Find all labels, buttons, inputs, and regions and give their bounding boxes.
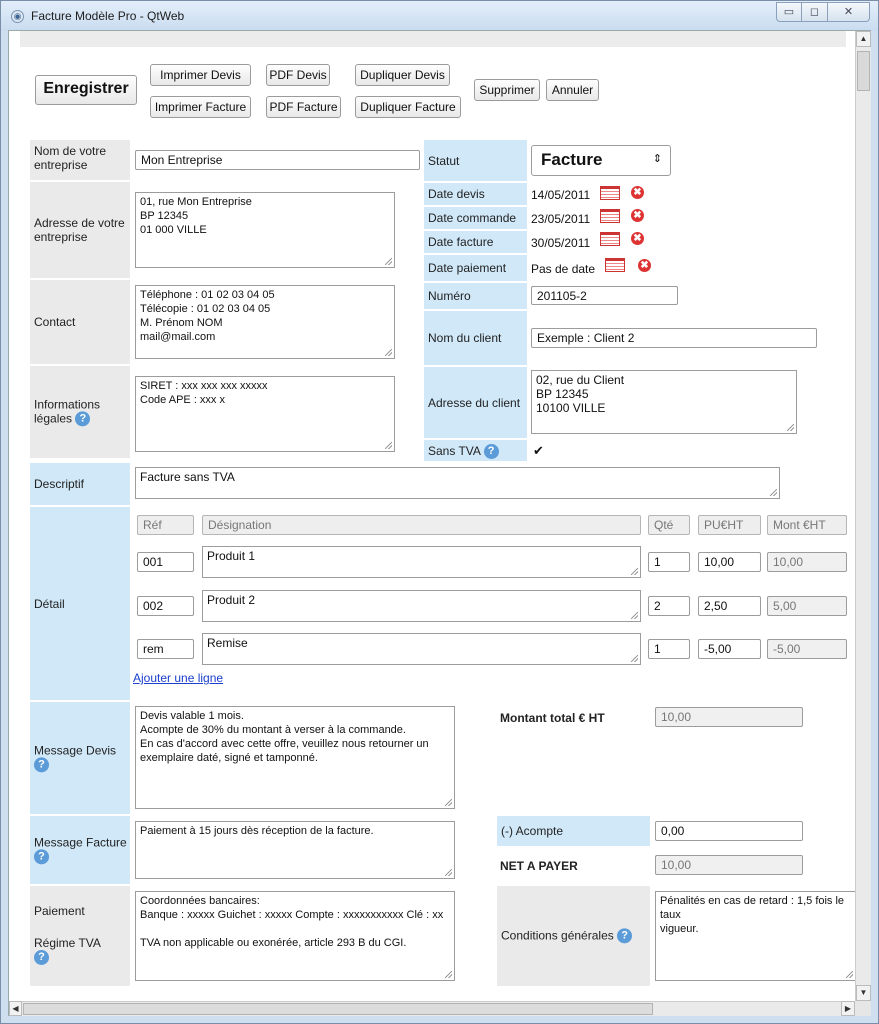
clear-date-icon[interactable]: ✖ bbox=[638, 259, 651, 272]
quote-message-textarea[interactable]: Devis valable 1 mois. Acompte de 30% du montant à verser à la commande. En cas d'accord avec cette offre, veuillez nous retourner un exemplaire daté, signé et tamponné. bbox=[135, 706, 455, 809]
title-bar bbox=[1, 1, 878, 31]
legal-info-textarea[interactable]: SIRET : xxx xxx xxx xxxxx Code APE : xxx x bbox=[135, 376, 395, 452]
delete-button[interactable]: Supprimer bbox=[474, 79, 540, 101]
help-icon[interactable]: ? bbox=[34, 850, 49, 865]
line-ref-input[interactable]: 001 bbox=[137, 552, 194, 572]
client-name-input[interactable]: Exemple : Client 2 bbox=[531, 328, 817, 348]
line-unit-price-input[interactable]: -5,00 bbox=[698, 639, 761, 659]
line-unit-price-input[interactable]: 10,00 bbox=[698, 552, 761, 572]
conditions-textarea[interactable]: Pénalités en cas de retard : 1,5 fois le taux vigueur. bbox=[655, 891, 855, 981]
duplicate-quote-button[interactable]: Dupliquer Devis bbox=[355, 64, 450, 86]
deposit-input[interactable]: 0,00 bbox=[655, 821, 803, 841]
line-amount-output: -5,00 bbox=[767, 639, 847, 659]
chevron-updown-icon: ⇕ bbox=[652, 153, 662, 165]
line-designation-textarea[interactable]: Produit 1 bbox=[202, 546, 641, 578]
company-name-label: Nom de votre entreprise bbox=[30, 140, 130, 180]
close-button[interactable]: ✕ bbox=[828, 2, 870, 22]
company-name-input[interactable]: Mon Entreprise bbox=[135, 150, 420, 170]
status-label: Statut bbox=[424, 140, 527, 181]
vertical-scroll-thumb[interactable] bbox=[857, 51, 870, 91]
total-label: Montant total € HT bbox=[500, 711, 605, 725]
description-label: Descriptif bbox=[30, 463, 130, 505]
description-textarea[interactable]: Facture sans TVA bbox=[135, 467, 780, 499]
header-ref: Réf bbox=[137, 515, 194, 535]
contact-textarea[interactable]: Téléphone : 01 02 03 04 05 Télécopie : 01 02 03 04 05 M. Prénom NOM mail@mail.com bbox=[135, 285, 395, 359]
number-input[interactable]: 201105-2 bbox=[531, 286, 678, 305]
date-quote-label: Date devis bbox=[424, 183, 527, 205]
line-ref-input[interactable]: 002 bbox=[137, 596, 194, 616]
date-payment-label: Date paiement bbox=[424, 255, 527, 281]
header-unit-price: PU€HT bbox=[698, 515, 761, 535]
deposit-label: (-) Acompte bbox=[497, 816, 650, 846]
calendar-icon[interactable] bbox=[600, 209, 620, 223]
company-address-textarea[interactable]: 01, rue Mon Entreprise BP 12345 01 000 VILLE bbox=[135, 192, 395, 268]
line-amount-output: 10,00 bbox=[767, 552, 847, 572]
cancel-button[interactable]: Annuler bbox=[546, 79, 599, 101]
no-vat-label: Sans TVA ? bbox=[424, 440, 527, 461]
payment-label: Paiement bbox=[34, 904, 85, 918]
client-address-textarea[interactable]: 02, rue du Client BP 12345 10100 VILLE bbox=[531, 370, 797, 434]
company-address-label: Adresse de votre entreprise bbox=[30, 182, 130, 278]
line-designation-textarea[interactable]: Remise bbox=[202, 633, 641, 665]
line-designation-textarea[interactable]: Produit 2 bbox=[202, 590, 641, 622]
scroll-corner bbox=[855, 1001, 871, 1016]
print-quote-button[interactable]: Imprimer Devis bbox=[150, 64, 251, 86]
calendar-icon[interactable] bbox=[600, 186, 620, 200]
clear-date-icon[interactable]: ✖ bbox=[631, 186, 644, 199]
date-invoice-label: Date facture bbox=[424, 231, 527, 253]
line-qty-input[interactable]: 1 bbox=[648, 552, 690, 572]
line-amount-output: 5,00 bbox=[767, 596, 847, 616]
line-qty-input[interactable]: 1 bbox=[648, 639, 690, 659]
window-title: Facture Modèle Pro - QtWeb bbox=[31, 9, 185, 23]
pdf-invoice-button[interactable]: PDF Facture bbox=[266, 96, 341, 118]
status-select[interactable]: Facture ⇕ bbox=[531, 145, 671, 176]
total-output: 10,00 bbox=[655, 707, 803, 727]
date-order-label: Date commande bbox=[424, 207, 527, 229]
scroll-up-icon[interactable]: ▲ bbox=[856, 31, 871, 47]
calendar-icon[interactable] bbox=[605, 258, 625, 272]
line-qty-input[interactable]: 2 bbox=[648, 596, 690, 616]
line-ref-input[interactable]: rem bbox=[137, 639, 194, 659]
help-icon[interactable]: ? bbox=[75, 412, 90, 427]
top-strip bbox=[20, 31, 846, 47]
save-button[interactable]: Enregistrer bbox=[35, 75, 137, 105]
calendar-icon[interactable] bbox=[600, 232, 620, 246]
vat-regime-label: Régime TVA ? bbox=[34, 936, 101, 964]
date-order-value: 23/05/2011 bbox=[531, 212, 591, 226]
line-unit-price-input[interactable]: 2,50 bbox=[698, 596, 761, 616]
horizontal-scrollbar[interactable] bbox=[9, 1001, 855, 1016]
help-icon[interactable]: ? bbox=[484, 444, 499, 459]
clear-date-icon[interactable]: ✖ bbox=[631, 209, 644, 222]
quote-message-label: Message Devis ? bbox=[30, 702, 130, 814]
pdf-quote-button[interactable]: PDF Devis bbox=[266, 64, 330, 86]
scroll-right-icon[interactable]: ▶ bbox=[841, 1001, 855, 1016]
maximize-button[interactable]: ◻ bbox=[802, 2, 828, 22]
client-address-label: Adresse du client bbox=[424, 367, 527, 438]
add-line-link[interactable]: Ajouter une ligne bbox=[133, 671, 224, 685]
print-invoice-button[interactable]: Imprimer Facture bbox=[150, 96, 251, 118]
date-invoice-value: 30/05/2011 bbox=[531, 236, 591, 250]
conditions-label: Conditions générales ? bbox=[497, 886, 650, 986]
header-qty: Qté bbox=[648, 515, 690, 535]
date-payment-value: Pas de date bbox=[531, 262, 596, 276]
date-quote-value: 14/05/2011 bbox=[531, 188, 591, 202]
payment-textarea[interactable]: Coordonnées bancaires: Banque : xxxxx Guichet : xxxxx Compte : xxxxxxxxxxx Clé : xx TVA non applicable ou exonérée, article 293 B du CGI. bbox=[135, 891, 455, 981]
invoice-message-label: Message Facture ? bbox=[30, 816, 130, 884]
net-to-pay-output: 10,00 bbox=[655, 855, 803, 875]
duplicate-invoice-button[interactable]: Dupliquer Facture bbox=[355, 96, 461, 118]
number-label: Numéro bbox=[424, 283, 527, 309]
header-amount: Mont €HT bbox=[767, 515, 847, 535]
clear-date-icon[interactable]: ✖ bbox=[631, 232, 644, 245]
no-vat-checkbox[interactable]: ✔ bbox=[533, 443, 544, 458]
scroll-down-icon[interactable]: ▼ bbox=[856, 985, 871, 1001]
qtweb-app-icon: ◉ bbox=[11, 10, 24, 23]
horizontal-scroll-thumb[interactable] bbox=[23, 1003, 653, 1015]
net-to-pay-label: NET A PAYER bbox=[500, 859, 578, 873]
detail-label: Détail bbox=[30, 507, 130, 700]
client-name-label: Nom du client bbox=[424, 311, 527, 365]
invoice-message-textarea[interactable]: Paiement à 15 jours dès réception de la facture. bbox=[135, 821, 455, 879]
header-designation: Désignation bbox=[202, 515, 641, 535]
payment-label-cell bbox=[30, 886, 130, 986]
vertical-scrollbar[interactable] bbox=[855, 31, 871, 1001]
scroll-left-icon[interactable]: ◀ bbox=[9, 1001, 22, 1016]
help-icon[interactable]: ? bbox=[34, 950, 49, 965]
legal-info-label: Informations légales ? bbox=[30, 366, 130, 458]
contact-label: Contact bbox=[30, 280, 130, 364]
minimize-button[interactable]: ▭ bbox=[776, 2, 802, 22]
help-icon[interactable]: ? bbox=[34, 758, 49, 773]
help-icon[interactable]: ? bbox=[617, 929, 632, 944]
